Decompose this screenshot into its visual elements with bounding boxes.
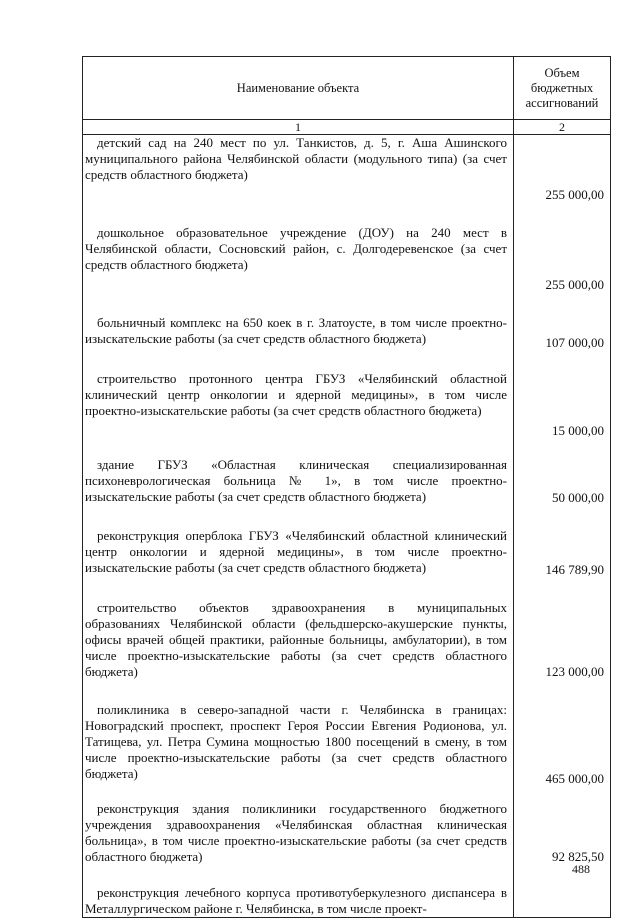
table-row	[83, 203, 611, 293]
budget-table	[82, 56, 611, 918]
budget-amount: 123 000,00	[514, 578, 611, 680]
table-row	[83, 293, 611, 351]
budget-amount: 465 000,00	[514, 680, 611, 787]
object-name: реконструкция лечебного корпуса противотуберкулезного диспансера в Металлургическом районе г. Челябинска, в том числе проект-	[85, 884, 507, 916]
object-name: поликлиника в северо-западной части г. Челябинска в границах: Новоградский проспект, проспект Героя России Евгения Родионова, ул. Татищева, ул. Петра Сумина мощностью 1800 посещений в смену, в том числе проектно-изыскательские работы (за счет средств областного бюджета)	[85, 701, 507, 781]
table-row	[83, 578, 611, 680]
object-name: здание ГБУЗ «Областная клиническая специализированная психоневрологическая больница № 1», в том числе проектно-изыскательские работы (за счет средств областного бюджета)	[85, 456, 507, 504]
object-name: дошкольное образовательное учреждение (ДОУ) на 240 мест в Челябинской области, Сосновский район, с. Долгодеревенское (за счет средств областного бюджета)	[85, 224, 507, 272]
budget-amount: 146 789,90	[514, 506, 611, 578]
table-row	[83, 351, 611, 439]
table-header-row	[83, 57, 611, 120]
table-column-numbers-row	[83, 120, 611, 135]
object-name: детский сад на 240 мест по ул. Танкистов, д. 5, г. Аша Ашинского муниципального района Челябинской области (модульного типа) (за счет средств областного бюджета)	[85, 135, 507, 182]
object-name: больничный комплекс на 650 коек в г. Златоусте, в том числе проектно-изыскательские работы (за счет средств областного бюджета)	[85, 314, 507, 346]
table-row	[83, 680, 611, 787]
table-row	[83, 865, 611, 918]
object-name: реконструкция здания поликлиники государственного бюджетного учреждения здравоохранения «Челябинская областная клиническая больница», в том числе проектно-изыскательские работы (за счет средств областного бюджета)	[85, 800, 507, 864]
budget-amount: 107 000,00	[514, 293, 611, 351]
header-object-name: Наименование объекта	[83, 57, 514, 120]
budget-amount	[514, 865, 611, 918]
page-number: 488	[572, 862, 590, 876]
budget-amount: 255 000,00	[514, 135, 611, 203]
budget-amount: 50 000,00	[514, 439, 611, 506]
table-row	[83, 506, 611, 578]
header-column-number-1: 1	[83, 120, 514, 135]
object-name: строительство объектов здравоохранения в муниципальных образованиях Челябинской области (фельдшерско-акушерские пункты, офисы врачей общей практики, районные больницы, амбулатории), в том числе проектно-изыскательские работы (за счет средств областного бюджета)	[85, 599, 507, 679]
table-row	[83, 787, 611, 865]
table-row	[83, 135, 611, 203]
table-row	[83, 439, 611, 506]
header-budget-volume: Объем бюджетных ассигнований	[514, 57, 611, 120]
object-name: строительство протонного центра ГБУЗ «Челябинский областной клинический центр онкологии и ядерной медицины», в том числе проектно-изыскательские работы (за счет средств областного бюджета)	[85, 370, 507, 418]
header-column-number-2: 2	[514, 120, 611, 135]
object-name: реконструкция оперблока ГБУЗ «Челябинский областной клинический центр онкологии и ядерной медицины», в том числе проектно-изыскательские работы (за счет средств областного бюджета)	[85, 527, 507, 575]
budget-amount: 92 825,50	[514, 787, 611, 865]
budget-amount: 255 000,00	[514, 203, 611, 293]
budget-amount: 15 000,00	[514, 351, 611, 439]
